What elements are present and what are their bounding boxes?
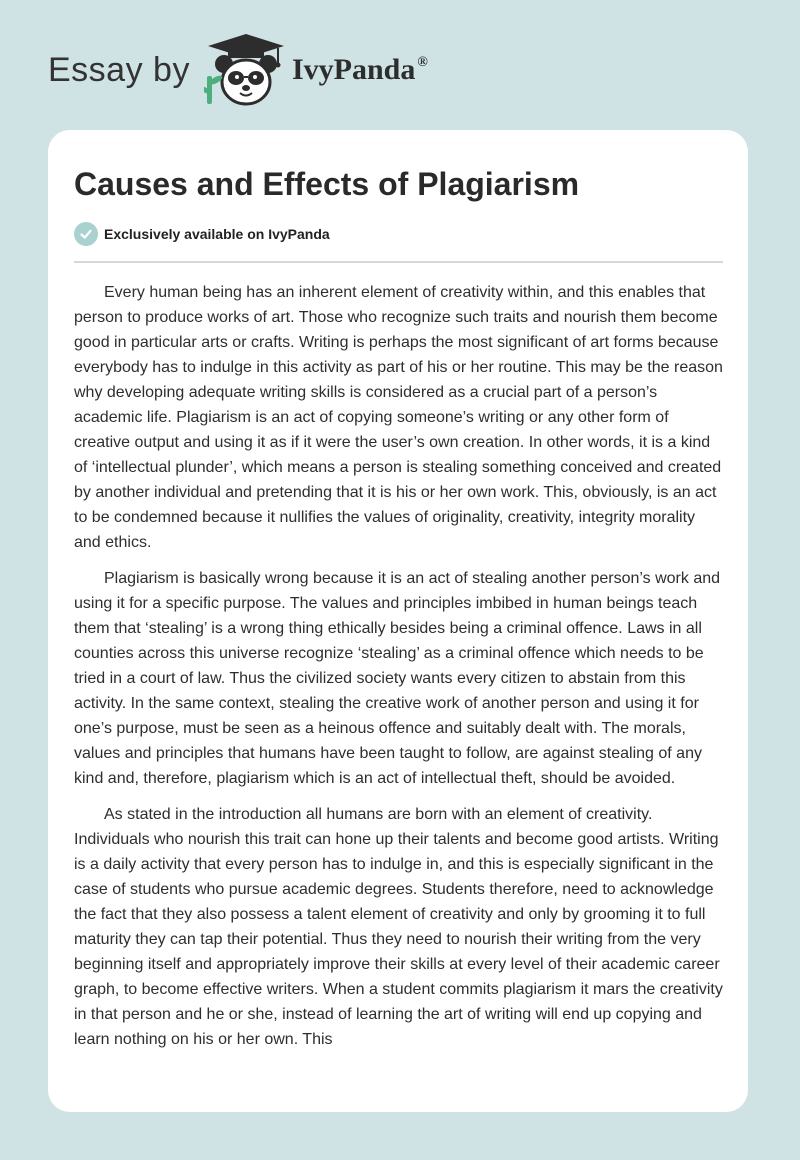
essay-by-label: Essay by	[48, 50, 190, 89]
page-title: Causes and Effects of Plagiarism	[74, 166, 580, 202]
essay-body	[74, 280, 726, 1063]
essay-card	[48, 130, 748, 1112]
exclusive-badge-label: Exclusively available on IvyPanda	[104, 226, 330, 242]
panda-logo-icon[interactable]	[204, 30, 288, 110]
site-header	[48, 30, 428, 110]
exclusive-badge	[74, 222, 330, 246]
paragraph: Every human being has an inherent element of creativity within, and this enables that person to produce works of art. Those who recognize such traits and nourish them become good in particular arts or crafts. Writing is perhaps the most significant of art forms because everybody has to indulge in this activity as part of his or her routine. This may be the reason why developing adequate writing skills is considered as a crucial part of a person’s academic life. Plagiarism is an act of copying someone’s writing or any other form of creative output and using it as if it were the user’s own creation. In other words, it is a kind of ‘intellectual plunder’, which means a person is stealing something conceived and created by another individual and pretending that it is his or her own work. This, obviously, is an act to be condemned because it nullifies the values of originality, creativity, integrity morality and ethics.	[74, 284, 723, 551]
paragraph: As stated in the introduction all humans are born with an element of creativity. Individuals who nourish this trait can hone up their talents and become good artists. Writing is a daily activity that every person has to indulge in, and this is especially significant in the case of students who pursue academic degrees. Students therefore, need to acknowledge the fact that they also possess a talent element of creativity and only by grooming it to full maturity they can tap their potential. Thus they need to nourish their writing from the very beginning itself and appropriately improve their skills at every level of their academic career graph, to become effective writers. When a student commits plagiarism it mars the creativity in that person and he or she, instead of learning the art of writing will end up copying and learn nothing on his or her own. This	[74, 806, 723, 1048]
check-circle-icon	[74, 222, 98, 246]
brand-name[interactable]: IvyPanda ®	[291, 53, 428, 86]
registered-mark: ®	[417, 55, 428, 70]
paragraph: Plagiarism is basically wrong because it is an act of stealing another person’s work and using it for a specific purpose. The values and principles imbibed in human beings teach them that ‘stealing’ is a wrong thing ethically besides being a criminal offence. Laws in all counties across this universe recognize ‘stealing’ as a criminal offence which needs to be tried in a court of law. Thus the civilized society wants every citizen to abstain from this activity. In the same context, stealing the creative work of another person and using it for one’s purpose, must be seen as a heinous offence and suitably dealt with. The morals, values and principles that humans have been taught to follow, are against stealing of any kind and, therefore, plagiarism which is an act of intellectual theft, should be avoided.	[74, 570, 721, 787]
divider	[74, 261, 723, 263]
